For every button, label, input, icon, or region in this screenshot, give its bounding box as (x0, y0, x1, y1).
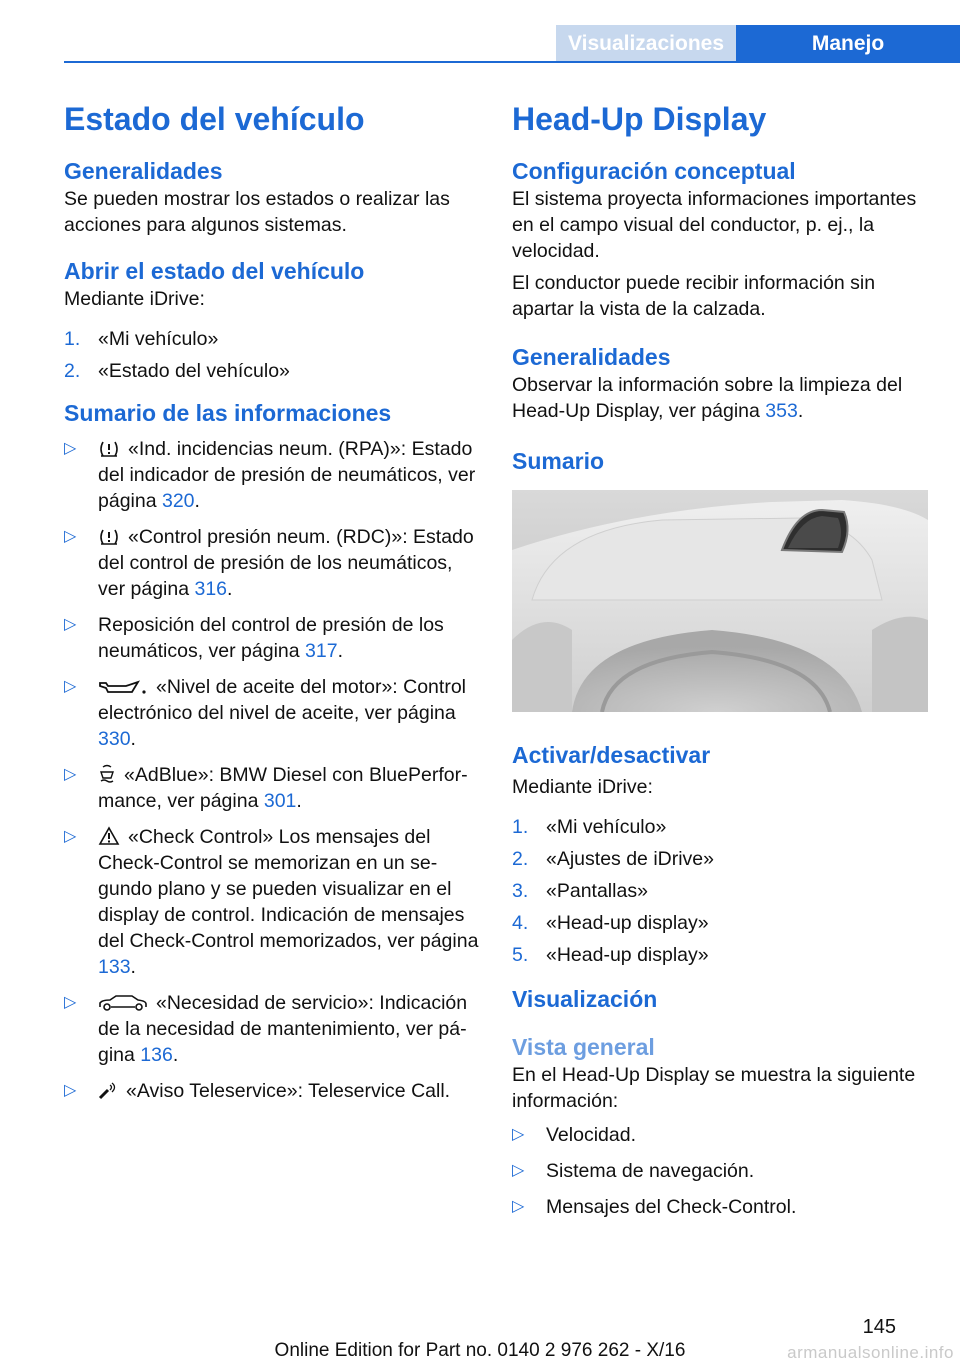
heading-concept: Configuración conceptual (512, 158, 796, 184)
bullet-triangle-icon: ▷ (64, 616, 77, 633)
step-text: «Mi vehículo» (98, 328, 219, 350)
step-number: 1. (512, 816, 529, 838)
list-item (512, 1194, 932, 1220)
step-number: 1. (64, 328, 81, 350)
punct: . (337, 640, 344, 662)
punct: . (172, 1044, 179, 1066)
adblue-icon (98, 764, 116, 784)
open-intro: Mediante iDrive: (64, 288, 205, 310)
summary-list (64, 436, 480, 1104)
list-item (512, 1122, 932, 1148)
page-link[interactable]: 353 (765, 400, 798, 422)
step-number: 3. (512, 880, 529, 902)
list-item (64, 824, 480, 980)
tire-pressure-icon (98, 528, 120, 546)
page-link[interactable]: 317 (305, 640, 338, 662)
warning-triangle-icon (98, 826, 120, 846)
list-item (64, 524, 480, 602)
page-title-vehicle-status: Estado del vehículo (64, 101, 365, 137)
punct: . (296, 790, 302, 812)
generalidades-hud-text (512, 372, 932, 424)
step-text: «Ajustes de iDrive» (546, 848, 714, 870)
header-rule (64, 61, 960, 63)
bullet-triangle-icon: ▷ (512, 1126, 525, 1143)
step-number: 2. (64, 360, 81, 382)
step-number: 4. (512, 912, 529, 934)
page-link[interactable]: 301 (263, 790, 297, 812)
bullet-triangle-icon: ▷ (64, 1082, 77, 1099)
bullet-triangle-icon: ▷ (64, 828, 77, 845)
heading-open-status: Abrir el estado del vehículo (64, 258, 365, 284)
list-item (512, 942, 932, 968)
overview-item-text: Mensajes del Check-Control. (546, 1196, 797, 1218)
list-item (64, 990, 480, 1068)
punct: . (227, 578, 233, 600)
step-text: «Head-up display» (546, 944, 709, 966)
generalidades-text: Se pueden mostrar los estados o realizar las acciones para algunos sistemas. (64, 188, 450, 236)
step-text: «Head-up display» (546, 912, 709, 934)
overview-list (512, 1122, 932, 1220)
list-item (512, 1158, 932, 1184)
list-item (512, 910, 932, 936)
watermark: armanualsonline.info (787, 1343, 954, 1362)
list-item (64, 762, 480, 814)
list-item (64, 436, 480, 514)
tire-pressure-icon (98, 440, 120, 458)
step-text: «Pantallas» (546, 880, 648, 902)
overview-text: En el Head-Up Display se muestra la siguiente información: (512, 1064, 916, 1112)
page-link[interactable]: 136 (140, 1044, 173, 1066)
page-title-hud: Head-Up Display (512, 101, 767, 137)
activate-intro: Mediante iDrive: (512, 776, 653, 798)
list-item (64, 674, 480, 752)
bullet-triangle-icon: ▷ (64, 994, 77, 1011)
heading-sumario: Sumario (512, 448, 605, 474)
list-item (512, 878, 932, 904)
punct: . (130, 728, 136, 750)
bullet-triangle-icon: ▷ (64, 766, 77, 783)
right-column (512, 96, 932, 1230)
summary-text: «Aviso Teleservice»: Teleservice Call. (126, 1080, 451, 1102)
summary-text: Reposición del control de presión de los neumáticos, ver página (98, 614, 444, 662)
heading-visualizacion: Visualización (512, 986, 658, 1012)
activate-steps-list (512, 814, 932, 968)
list-item (64, 1078, 480, 1104)
summary-text: «Check Control» Los mensajes del Check-Control se memorizan en un segundo plano y se pueden visualizar en el display de control. Indicación de mensajes del Check-Control memorizados, ver página (98, 826, 479, 952)
summary-text: «Nivel de aceite del motor»: Control electrónico del nivel de aceite, ver página (98, 676, 466, 724)
page-link[interactable]: 320 (161, 490, 195, 512)
section-tab-manejo[interactable]: Manejo (736, 25, 960, 62)
page-link[interactable]: 316 (194, 578, 228, 600)
wrench-signal-icon (98, 1082, 118, 1100)
punct: . (130, 956, 136, 978)
bullet-triangle-icon: ▷ (64, 440, 77, 457)
oil-can-icon (98, 678, 148, 696)
list-item (64, 326, 480, 352)
open-steps-list (64, 326, 480, 384)
punct: . (797, 400, 804, 422)
list-item (512, 846, 932, 872)
general-text: Observar la información sobre la limpieza del Head-Up Display, ver página (512, 374, 903, 422)
list-item (64, 358, 480, 384)
bullet-triangle-icon: ▷ (64, 678, 77, 695)
step-number: 5. (512, 944, 529, 966)
left-column (64, 96, 480, 1114)
list-item (64, 612, 480, 664)
heading-generalidades: Generalidades (64, 158, 223, 184)
concept-paragraph-1: El sistema proyecta informaciones importantes en el campo visual del conductor, p. ej., la velocidad. (512, 188, 917, 262)
overview-item-text: Velocidad. (546, 1124, 636, 1146)
concept-paragraph-2: El conductor puede recibir información sin apartar la vista de la calzada. (512, 272, 876, 320)
service-car-icon (98, 994, 148, 1012)
step-text: «Mi vehículo» (546, 816, 667, 838)
step-text: «Estado del vehículo» (98, 360, 290, 382)
bullet-triangle-icon: ▷ (64, 528, 77, 545)
summary-text: «Ind. incidencias neum. (RPA)»: Estado del indicador de presión de neumáticos, ver página (98, 438, 476, 512)
page-link[interactable]: 133 (98, 956, 131, 978)
step-number: 2. (512, 848, 529, 870)
heading-activate: Activar/desactivar (512, 742, 711, 768)
hud-photo (512, 490, 928, 712)
heading-overview: Vista general (512, 1034, 655, 1060)
edition-line: Online Edition for Part no. 0140 2 976 262 - X/16 (274, 1340, 686, 1361)
heading-summary-info: Sumario de las informaciones (64, 400, 392, 426)
list-item (512, 814, 932, 840)
bullet-triangle-icon: ▷ (512, 1198, 525, 1215)
section-tab-visualizaciones[interactable]: Visualizaciones (556, 25, 736, 62)
page-link[interactable]: 330 (98, 728, 131, 750)
summary-text: «Necesidad de servicio»: Indicación de la necesidad de mantenimiento, ver página (98, 992, 468, 1066)
summary-text: «AdBlue»: BMW Diesel con BluePerformance, ver página (98, 764, 468, 812)
bullet-triangle-icon: ▷ (512, 1162, 525, 1179)
punct: . (194, 490, 200, 512)
overview-item-text: Sistema de navegación. (546, 1160, 755, 1182)
heading-generalidades-hud: Generalidades (512, 344, 671, 370)
page-number: 145 (862, 1316, 896, 1338)
summary-text: «Control presión neum. (RDC)»: Estado del control de presión de los neumáticos, ver página (98, 526, 474, 600)
